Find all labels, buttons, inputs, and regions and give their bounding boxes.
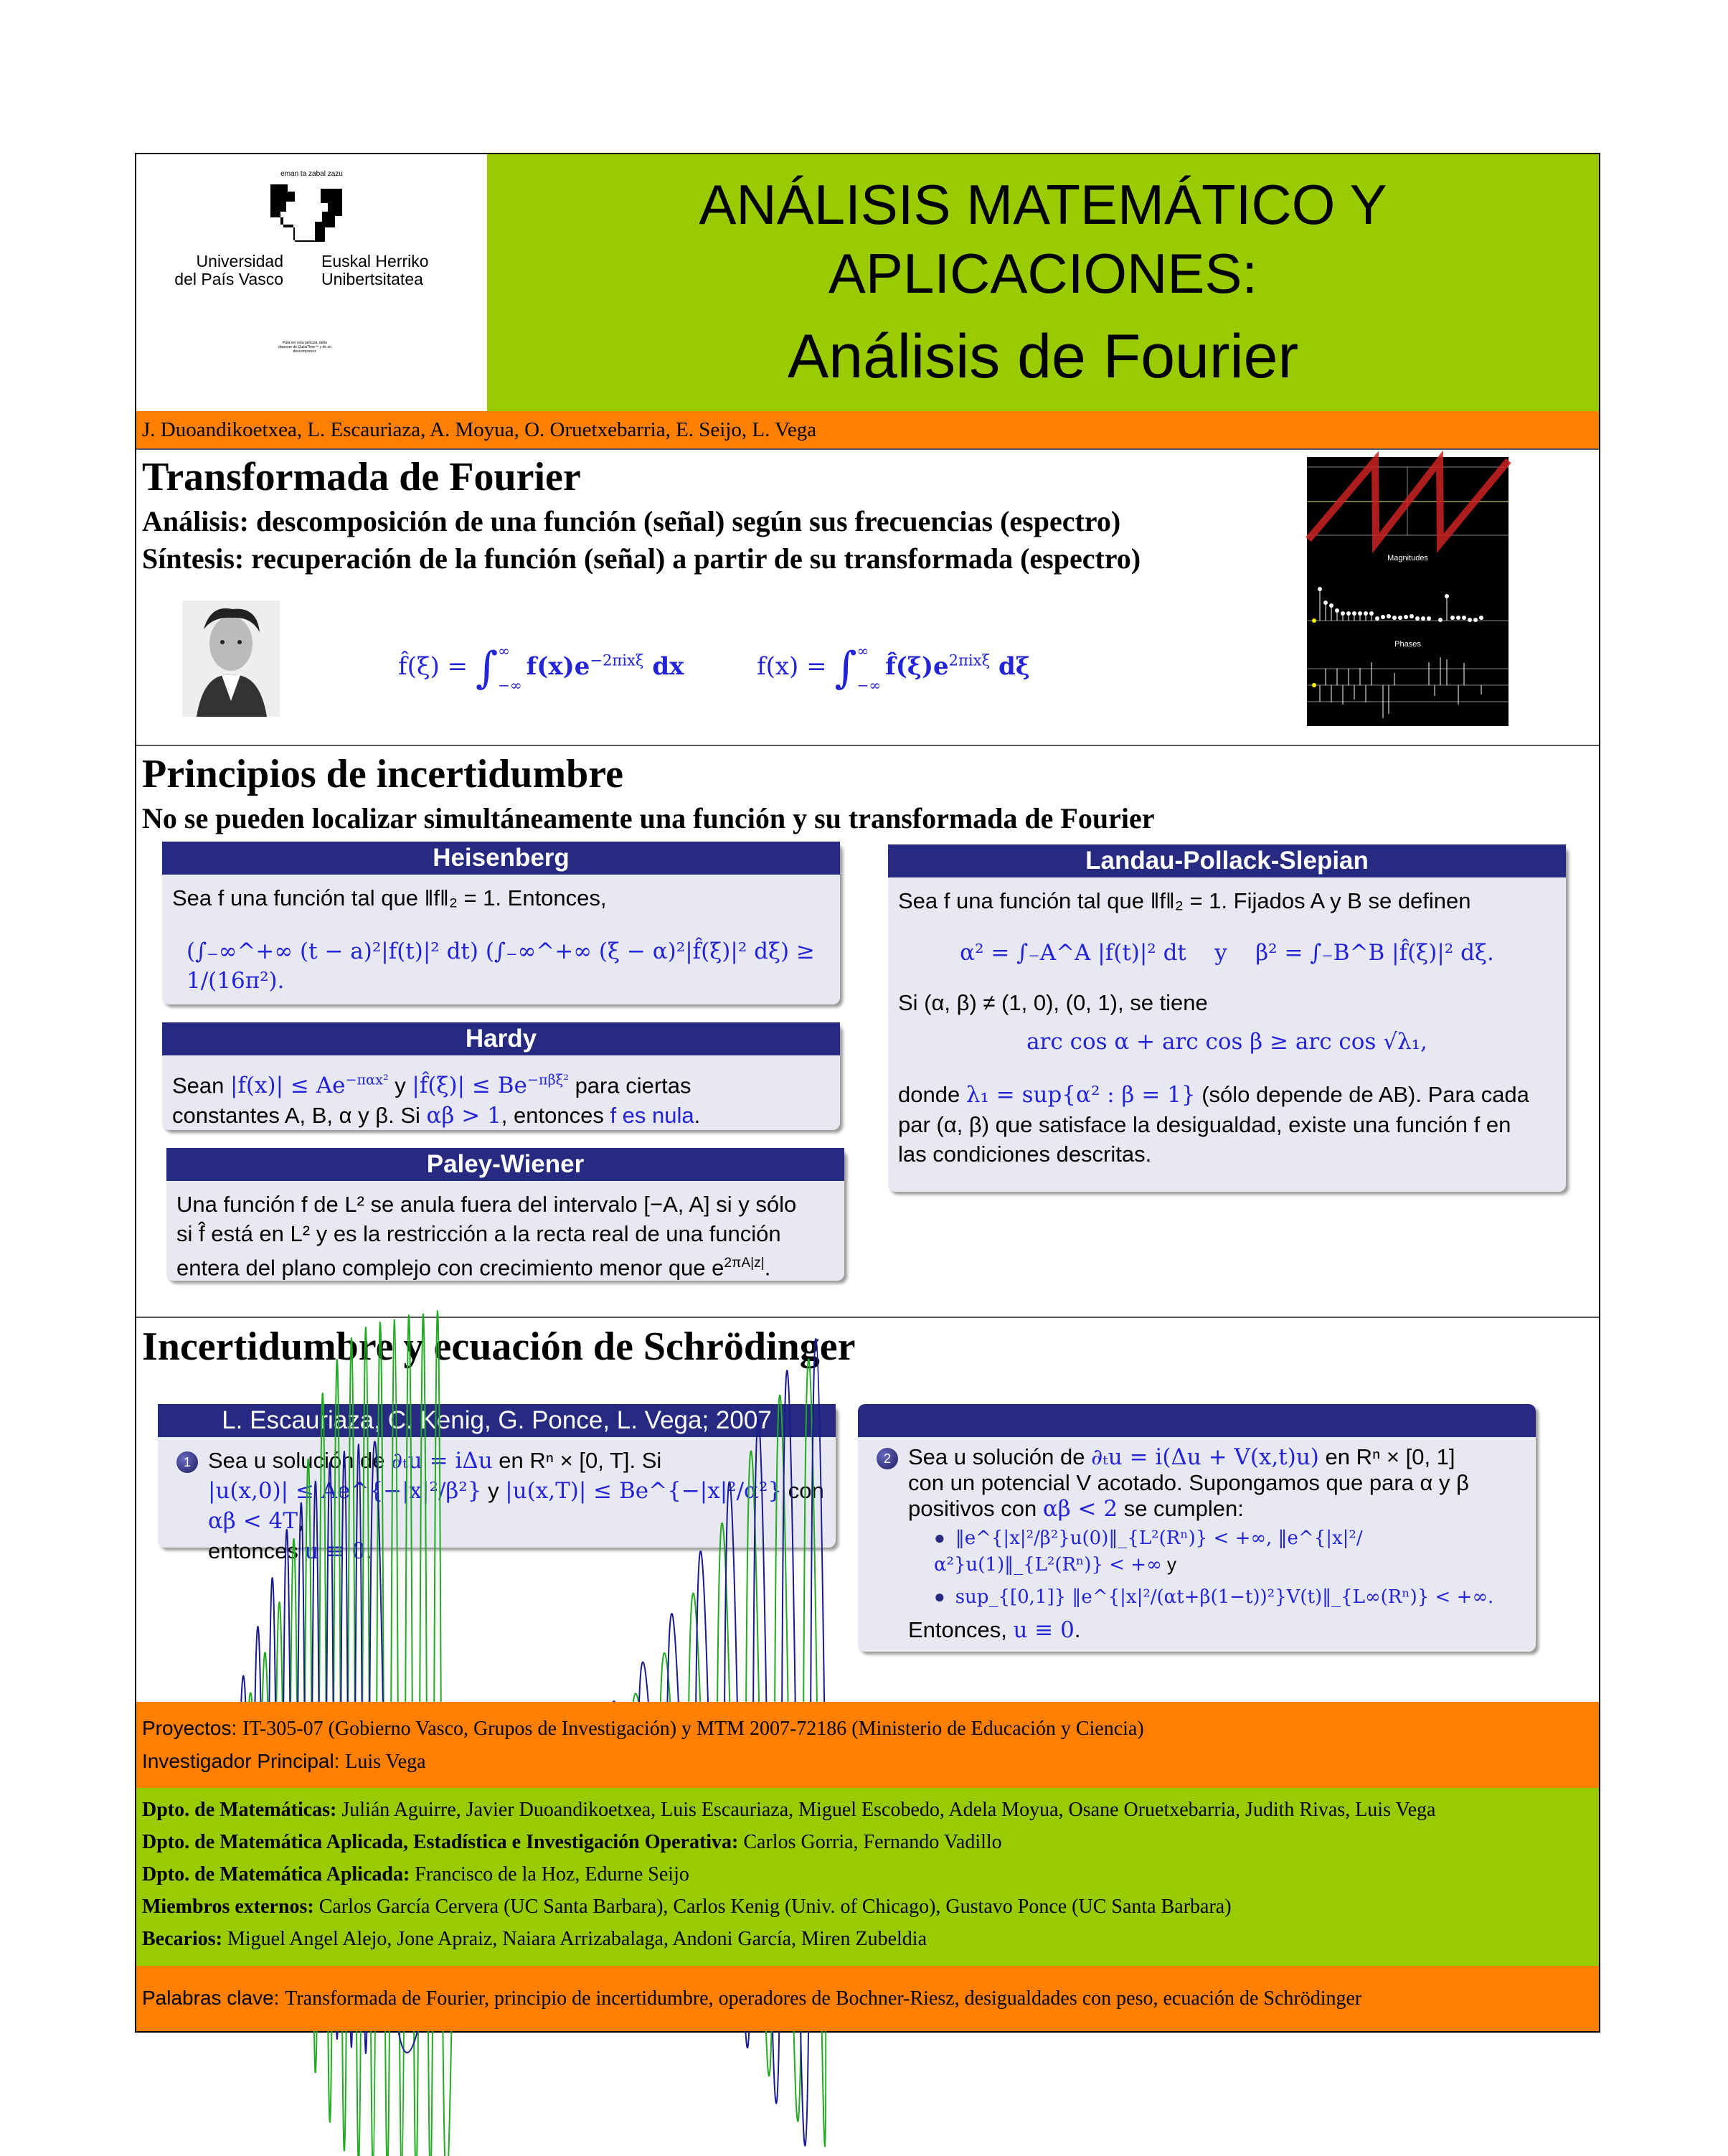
fourier-analysis: Análisis: descomposición de una función (señal) según sus frecuencias (espectro) (142, 505, 1121, 537)
hardy-block (162, 1022, 840, 1130)
text: constantes A, B, α y β. Si (172, 1103, 427, 1129)
text: en Rⁿ × [0, 1] (1318, 1444, 1455, 1469)
text: para ciertas (568, 1073, 691, 1098)
text: (sólo depende de AB). Para cada (1195, 1082, 1529, 1107)
item-number-icon: 1 (176, 1451, 198, 1473)
thm2-line4 (877, 1617, 1526, 1643)
schrodinger-title: Incertidumbre y ecuación de Schrödinger (142, 1324, 856, 1369)
formula-body: f(x)e (526, 652, 590, 681)
text: y (481, 1478, 506, 1503)
fourier-portrait (182, 601, 280, 717)
inverse-fourier-formula: f(x) = ∫ ∞ −∞ $f̂(\xi)e^{2\pi ix\xi}$ dξ (757, 634, 1030, 702)
text: y (1161, 1553, 1176, 1575)
hardy-line1 (172, 1065, 830, 1101)
math-exponent: 2πA|z| (724, 1256, 765, 1271)
math (230, 1073, 389, 1098)
thm1-line3 (176, 1536, 826, 1566)
poster-title-line2: APLICACIONES: (828, 242, 1258, 305)
thm2-bullet1 (877, 1525, 1526, 1578)
spectrum-animation (1307, 457, 1509, 726)
math: |f̂(ξ)| ≤ Be (412, 1073, 527, 1099)
heisenberg-block (162, 842, 840, 1004)
paley-line1: Una función f de L² se anula fuera del intervalo [−A, A] si y sólo (176, 1192, 797, 1217)
dept-label: Becarios: (142, 1928, 222, 1950)
phases-label: Phases (1394, 640, 1421, 649)
math: αβ > 1 (426, 1103, 501, 1129)
formula-tail: dx (643, 652, 684, 681)
pi-label: Investigador Principal: (142, 1750, 340, 1772)
lps-line4: par (α, β) que satisface la desigualdad, existe una función f en (898, 1112, 1511, 1137)
math: sup_{[0,1]} ‖e^{|x|²/(αt+β(1−t))²}V(t)‖_{L∞(Rⁿ)} < +∞. (955, 1586, 1494, 1608)
logo-eu-line2: Unibertsitatea (321, 270, 423, 288)
projects-text: IT-305-07 (Gobierno Vasco, Grupos de Investigación) y MTM 2007-72186 (Ministerio de Educación y Ciencia) (242, 1718, 1144, 1740)
quicktime-note: Para ver esta película, debe disponer de QuickTime™ y de un descompresor. (278, 341, 332, 354)
text: se cumplen: (1118, 1496, 1244, 1521)
dept-label: Dpto. de Matemáticas: (142, 1799, 337, 1821)
math: ‖e^{|x|²/β²}u(0)‖_{L²(Rⁿ)} < +∞, ‖e^{|x|²/α²}u(1)‖_{L²(Rⁿ)} < +∞ (934, 1527, 1363, 1576)
keywords-text: Transformada de Fourier, principio de incertidumbre, operadores de Bochner-Riesz, desigualdades con peso, ecuación de Schrödinger (285, 1987, 1362, 2010)
integral-lower: −∞ (856, 677, 882, 694)
uncertainty-title: Principios de incertidumbre (142, 752, 623, 796)
math: u ≡ 0 (1013, 1617, 1075, 1643)
logo-es-line1: Universidad (196, 252, 283, 270)
text: entera del plano complejo con crecimiento menor que e (176, 1255, 724, 1281)
text: , (297, 1508, 304, 1533)
thm2-line1 (877, 1444, 1526, 1470)
text: Sean (172, 1073, 231, 1098)
math: |u(x,0)| ≤ Ae^{−|x|²/β²} (208, 1478, 482, 1504)
thm2-line2: con un potencial V acotado. Supongamos que para α y β (908, 1470, 1469, 1495)
lps-line5: las condiciones descritas. (898, 1141, 1152, 1167)
landau-pollack-slepian-block (888, 844, 1566, 1192)
poster-subtitle: Análisis de Fourier (787, 322, 1299, 391)
schrodinger-theorem1-block (158, 1404, 836, 1564)
block-title: L. Escauriaza, C. Kenig, G. Ponce, L. Vega; 2007 (158, 1404, 836, 1437)
math-exponent: −πβξ² (527, 1072, 569, 1088)
dept-line (136, 1858, 1599, 1891)
thm2-line3 (877, 1496, 1526, 1522)
text: Entonces, (908, 1617, 1014, 1642)
integral-lower: −∞ (498, 677, 522, 694)
lps-definition-formula: α² = ∫₋A^A |f(t)|² dt y β² = ∫₋B^B |f̂(ξ)|² dξ. (960, 940, 1494, 966)
schrodinger-theorem2-block (858, 1404, 1536, 1652)
paley-line3 (176, 1248, 834, 1282)
lps-inequality: arc cos α + arc cos β ≥ arc cos √λ₁, (1026, 1029, 1427, 1055)
block-title: Paley-Wiener (166, 1148, 844, 1181)
sawtooth-signal (1307, 457, 1509, 550)
dept-text: Carlos Gorria, Fernando Vadillo (743, 1831, 1002, 1853)
text: positivos con (908, 1496, 1043, 1521)
bullet-icon: ● (934, 1527, 945, 1548)
phase-stems (1307, 654, 1509, 726)
formula-body: f̂(ξ)e (885, 652, 949, 681)
logo-motto: eman ta zabal zazu (280, 170, 343, 178)
logo-text-eu (321, 253, 429, 288)
formula-exponent: 2πixξ (948, 651, 991, 669)
math: f es nula (610, 1103, 694, 1129)
text: Sea u solución de (908, 1444, 1092, 1469)
lps-line2: Si (α, β) ≠ (1, 0), (0, 1), se tiene (898, 990, 1208, 1015)
formula-lhs: f(x) = (757, 652, 835, 681)
integral-upper: ∞ (856, 642, 869, 659)
math: u ≡ 0 (304, 1538, 366, 1564)
text: , entonces (501, 1103, 610, 1129)
math (412, 1073, 569, 1098)
text: entonces (208, 1538, 305, 1563)
text: . (764, 1255, 771, 1281)
logo-es-line2: del País Vasco (174, 270, 283, 288)
math: αβ < 2 (1042, 1496, 1118, 1522)
pi-text: Luis Vega (345, 1751, 426, 1773)
dept-text: Francisco de la Hoz, Edurne Seijo (415, 1863, 689, 1886)
math: |f(x)| ≤ Ae (230, 1073, 346, 1099)
formula-tail: dξ (990, 652, 1030, 681)
text: donde (898, 1082, 966, 1107)
dept-text: Carlos García Cervera (UC Santa Barbara), Carlos Kenig (Univ. of Chicago), Gustavo Ponce (UC Santa Barbara) (318, 1896, 1232, 1918)
dept-text: Miguel Angel Alejo, Jone Apraiz, Naiara Arrizabalaga, Andoni García, Miren Zubeldia (227, 1928, 927, 1950)
math-exponent: −παx² (345, 1072, 389, 1088)
math: ∂ₜu = i(Δu + V(x,t)u) (1091, 1444, 1319, 1470)
fourier-synthesis: Síntesis: recuperación de la función (señal) a partir de su transformada (espectro) (142, 542, 1141, 575)
dept-line (136, 1794, 1599, 1826)
math: αβ < 4T (208, 1508, 298, 1534)
block-text: Sea f una función tal que ‖f‖₂ = 1. Entonces, (172, 885, 607, 910)
math: λ₁ = sup{α² : β = 1} (965, 1082, 1196, 1108)
fourier-title: Transformada de Fourier (142, 455, 581, 499)
text: y (388, 1073, 412, 1098)
bullet-icon: ● (934, 1586, 945, 1607)
block-title: Hardy (162, 1022, 840, 1055)
logo-text-es (165, 253, 283, 288)
logo-panel (136, 154, 487, 411)
hardy-line2 (172, 1101, 830, 1131)
text: . (1074, 1617, 1081, 1642)
text: en Rⁿ × [0, T]. Si (492, 1448, 662, 1473)
dept-line (136, 1891, 1599, 1923)
lps-line1: Sea f una función tal que ‖f‖₂ = 1. Fijados A y B se definen (898, 888, 1471, 913)
title-panel (487, 154, 1599, 411)
university-logo-icon (268, 182, 354, 246)
poster-title-line1: ANÁLISIS MATEMÁTICO Y (699, 173, 1387, 236)
block-title: Landau-Pollack-Slepian (888, 844, 1566, 877)
text: . (694, 1103, 701, 1129)
paley-line2: si f̂ está en L² y es la restricción a la recta real de una función (176, 1221, 781, 1246)
projects-label: Proyectos: (142, 1717, 237, 1739)
text: con (782, 1478, 824, 1503)
magnitude-stems (1307, 579, 1509, 629)
keywords-bar (136, 1966, 1599, 2031)
keywords-label: Palabras clave: (142, 1987, 280, 2009)
math: ∂ₜu = iΔu (391, 1448, 493, 1474)
text: Sea u solución de (208, 1448, 392, 1473)
formula-lhs: f̂(ξ) = (398, 652, 476, 681)
dept-line (136, 1923, 1599, 1955)
magnitudes-label: Magnitudes (1387, 554, 1428, 562)
projects-line (136, 1712, 1599, 1745)
item-number-icon: 2 (877, 1448, 898, 1469)
paley-wiener-block (166, 1148, 844, 1281)
dept-text: Julián Aguirre, Javier Duoandikoetxea, Luis Escauriaza, Miguel Escobedo, Adela Moyua, Osane Oruetxebarria, Judith Rivas, Luis Vega (341, 1799, 1436, 1821)
logo-eu-line1: Euskal Herriko (321, 252, 429, 270)
text: . (365, 1538, 372, 1563)
pi-line (136, 1745, 1599, 1778)
authors-bar: J. Duoandikoetxea, L. Escauriaza, A. Moyua, O. Oruetxebarria, E. Seijo, L. Vega (136, 411, 1599, 448)
poster (135, 153, 1600, 2033)
lps-line3 (898, 1080, 1556, 1110)
thm1-line1 (176, 1446, 826, 1476)
uncertainty-subtitle: No se pueden localizar simultáneamente una función y su transformada de Fourier (142, 802, 1155, 834)
block-title-empty (858, 1404, 1536, 1437)
dept-label: Miembros externos: (142, 1896, 314, 1918)
thm2-bullet2 (877, 1583, 1526, 1610)
projects-bar (136, 1702, 1599, 1788)
keywords-line (136, 1982, 1599, 2015)
block-title: Heisenberg (162, 842, 840, 875)
heisenberg-formula: (∫₋∞^+∞ (t − a)²|f(t)|² dt) (∫₋∞^+∞ (ξ − α)²|f̂(ξ)|² dξ) ≥ 1/(16π²). (187, 938, 815, 994)
departments-bar (136, 1788, 1599, 1966)
dept-label: Dpto. de Matemática Aplicada: (142, 1863, 410, 1886)
math: |u(x,T)| ≤ Be^{−|x|²/α²} (505, 1478, 783, 1504)
integral-upper: ∞ (498, 642, 510, 659)
dept-line (136, 1826, 1599, 1858)
formula-exponent: −2πixξ (590, 651, 644, 669)
dept-label: Dpto. de Matemática Aplicada, Estadística e Investigación Operativa: (142, 1831, 739, 1853)
fourier-transform-formula: f̂(ξ) = ∫ ∞ −∞ $f(x)e^{-2\pi ix\xi}$ dx (398, 634, 684, 702)
